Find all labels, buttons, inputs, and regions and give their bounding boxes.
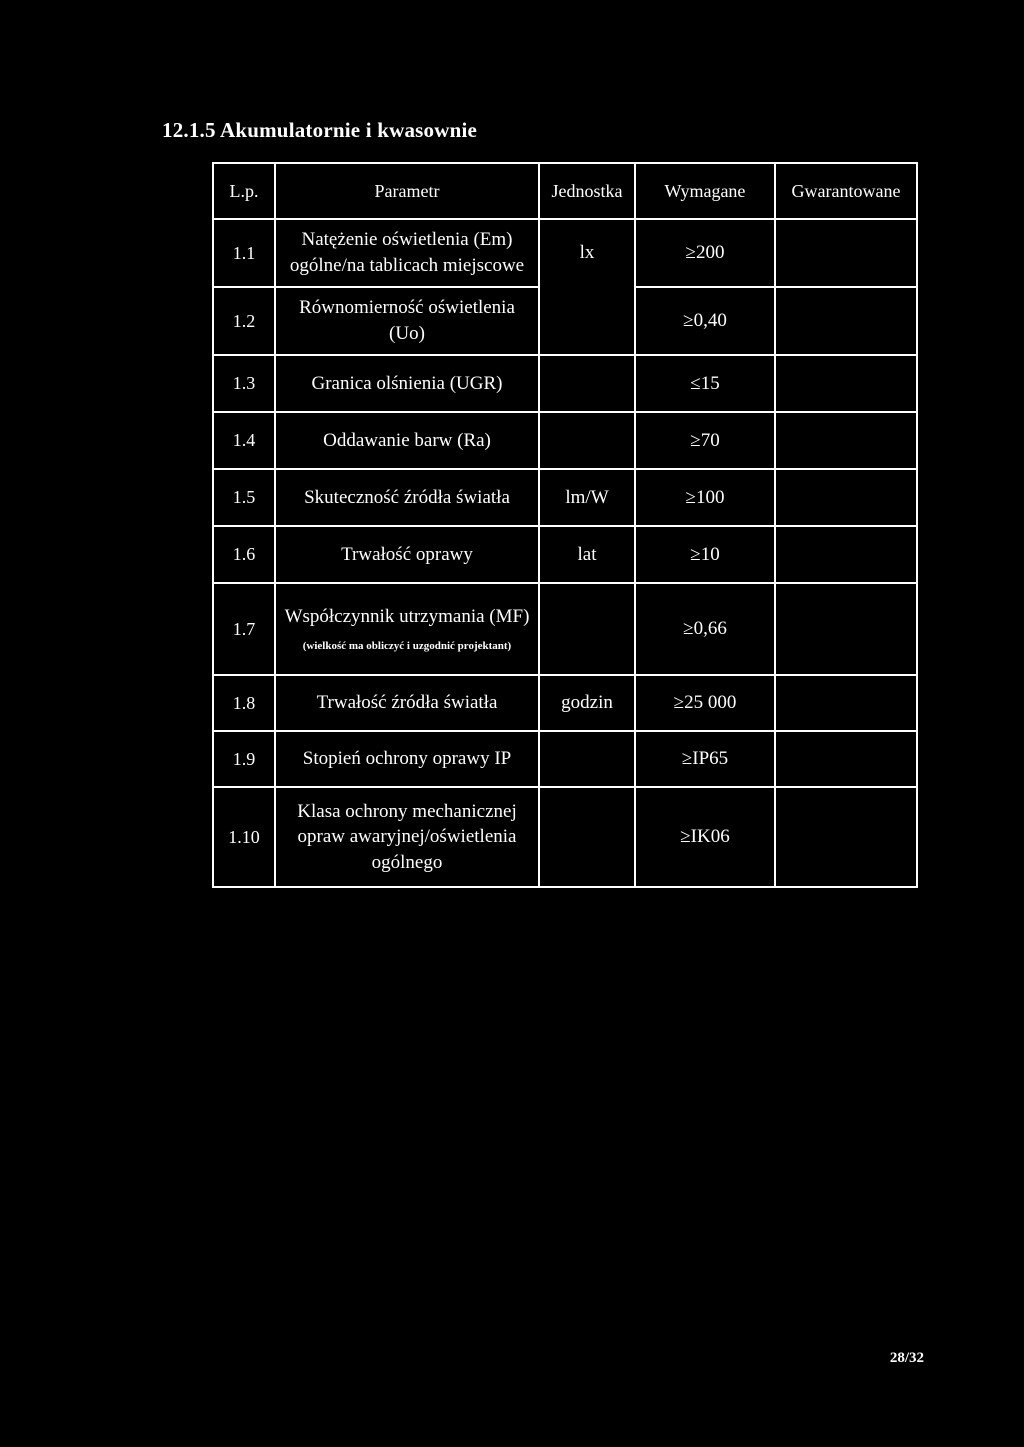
- table-row: [213, 583, 917, 675]
- cell-wymagane: ≥IK06: [635, 787, 775, 887]
- cell-jednostka: lx: [539, 219, 635, 355]
- cell-wymagane: ≥0,66: [635, 583, 775, 675]
- cell-jednostka: [539, 787, 635, 887]
- page-number: 28/32: [889, 1350, 924, 1366]
- cell-lp: 1.3: [213, 355, 275, 412]
- header-gwarantowane: Gwarantowane: [775, 163, 917, 219]
- table-row: [213, 469, 917, 526]
- cell-gwarantowane: [775, 287, 917, 355]
- cell-lp: 1.8: [213, 675, 275, 731]
- parametr-text: Współczynnik utrzymania (MF): [284, 605, 530, 627]
- cell-gwarantowane: [775, 219, 917, 287]
- cell-parametr: Trwałość oprawy: [275, 526, 539, 583]
- cell-parametr: Klasa ochrony mechanicznej opraw awaryjnej/oświetlenia ogólnego: [275, 787, 539, 887]
- cell-jednostka: lat: [539, 526, 635, 583]
- cell-lp: 1.7: [213, 583, 275, 675]
- cell-wymagane: ≥0,40: [635, 287, 775, 355]
- table-header-row: [213, 163, 917, 219]
- cell-gwarantowane: [775, 355, 917, 412]
- cell-gwarantowane: [775, 526, 917, 583]
- cell-gwarantowane: [775, 675, 917, 731]
- cell-lp: 1.10: [213, 787, 275, 887]
- cell-parametr: Natężenie oświetlenia (Em) ogólne/na tablicach miejscowe: [275, 219, 539, 287]
- table-row: [213, 526, 917, 583]
- cell-parametr: Oddawanie barw (Ra): [275, 412, 539, 469]
- cell-wymagane: ≤15: [635, 355, 775, 412]
- section-heading: 12.1.5 Akumulatornie i kwasownie: [162, 118, 478, 142]
- cell-wymagane: ≥70: [635, 412, 775, 469]
- cell-parametr: Granica olśnienia (UGR): [275, 355, 539, 412]
- table-row: [213, 412, 917, 469]
- cell-parametr: [275, 583, 539, 675]
- cell-gwarantowane: [775, 412, 917, 469]
- header-wymagane: Wymagane: [635, 163, 775, 219]
- table-row: [213, 787, 917, 887]
- cell-parametr: Równomierność oświetlenia (Uo): [275, 287, 539, 355]
- cell-jednostka: [539, 731, 635, 787]
- header-lp: L.p.: [213, 163, 275, 219]
- cell-gwarantowane: [775, 787, 917, 887]
- cell-wymagane: ≥100: [635, 469, 775, 526]
- cell-lp: 1.5: [213, 469, 275, 526]
- cell-jednostka: lm/W: [539, 469, 635, 526]
- header-jednostka: Jednostka: [539, 163, 635, 219]
- cell-lp: 1.6: [213, 526, 275, 583]
- cell-wymagane: ≥IP65: [635, 731, 775, 787]
- cell-jednostka: godzin: [539, 675, 635, 731]
- cell-lp: 1.4: [213, 412, 275, 469]
- cell-lp: 1.9: [213, 731, 275, 787]
- parametr-note: (wielkość ma obliczyć i uzgodnić projektant): [302, 640, 512, 653]
- cell-gwarantowane: [775, 731, 917, 787]
- cell-wymagane: ≥25 000: [635, 675, 775, 731]
- cell-lp: 1.1: [213, 219, 275, 287]
- cell-wymagane: ≥10: [635, 526, 775, 583]
- cell-parametr: Trwałość źródła światła: [275, 675, 539, 731]
- cell-wymagane: ≥200: [635, 219, 775, 287]
- cell-jednostka: [539, 355, 635, 412]
- header-parametr: Parametr: [275, 163, 539, 219]
- cell-jednostka: [539, 412, 635, 469]
- cell-parametr: Stopień ochrony oprawy IP: [275, 731, 539, 787]
- table-row: [213, 731, 917, 787]
- cell-gwarantowane: [775, 469, 917, 526]
- table-row: [213, 355, 917, 412]
- table-row: [213, 219, 917, 287]
- table-row: [213, 675, 917, 731]
- parameters-table: [212, 162, 918, 888]
- cell-jednostka: [539, 583, 635, 675]
- cell-parametr: Skuteczność źródła światła: [275, 469, 539, 526]
- cell-lp: 1.2: [213, 287, 275, 355]
- cell-gwarantowane: [775, 583, 917, 675]
